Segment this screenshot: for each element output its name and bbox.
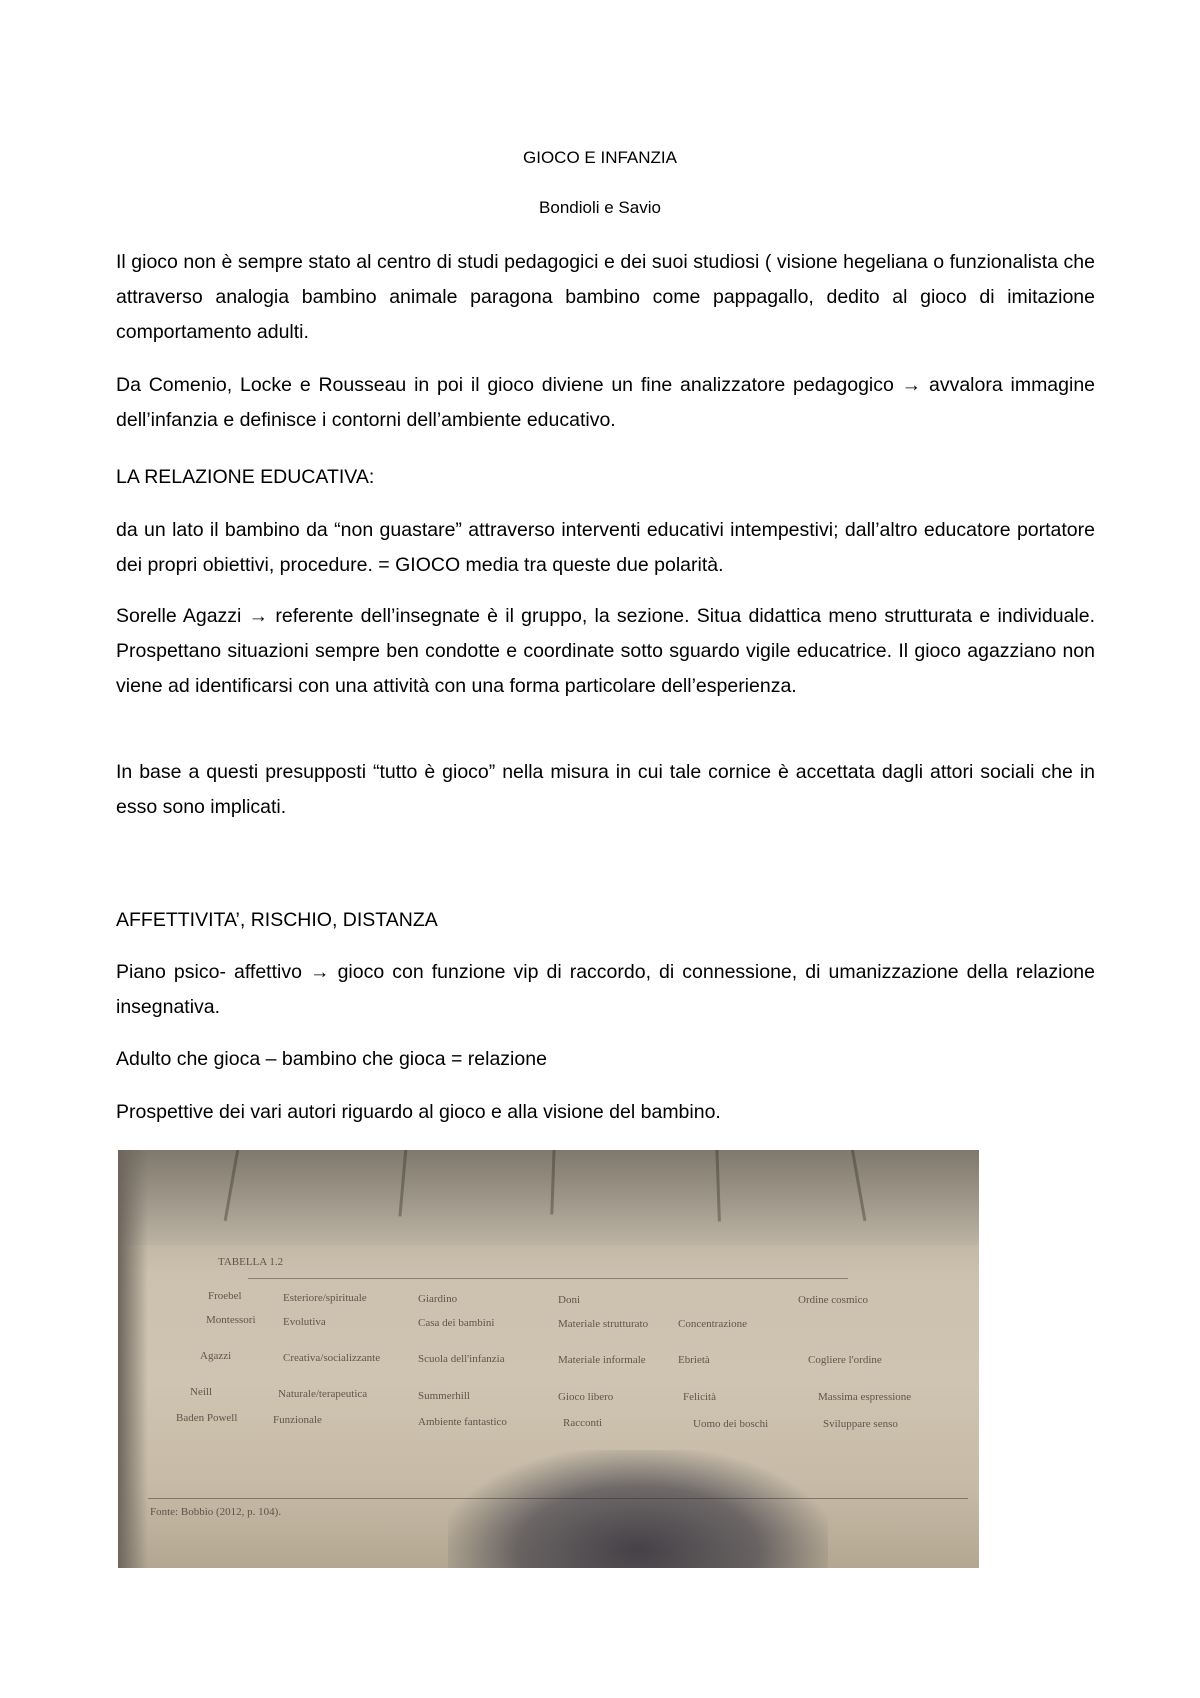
paragraph-agazzi bbox=[116, 599, 1095, 704]
table-source: Fonte: Bobbio (2012, p. 104). bbox=[150, 1506, 282, 1518]
table-cell: Concentrazione bbox=[678, 1318, 748, 1330]
table-caption: TABELLA 1.2 bbox=[218, 1256, 284, 1268]
table-cell: Ambiente fantastico bbox=[418, 1416, 507, 1428]
paragraph-comenio-part2: avvalora immagine dell’infanzia e definisce i contorni dell’ambiente educativo. bbox=[116, 374, 1096, 431]
book-table-photo bbox=[118, 1150, 979, 1568]
document-title: GIOCO E INFANZIA bbox=[523, 148, 677, 167]
table-cell: Massima espressione bbox=[818, 1391, 912, 1403]
arrow-icon: → bbox=[248, 605, 269, 627]
table-cell: Ebrietà bbox=[678, 1354, 710, 1366]
table-cell: Casa dei bambini bbox=[418, 1317, 495, 1329]
paragraph-agazzi-part2: referente dell’insegnate è il gruppo, la sezione. Situa didattica meno strutturata e individuale. Prospettano situazioni sempre ben condotte e coordinate sotto sguardo vigile educatrice. Il gioco agazziano non viene ad identificarsi con una attività con una forma particolare dell’esperienza. bbox=[116, 605, 1096, 697]
table-cell: Scuola dell'infanzia bbox=[418, 1353, 505, 1365]
photo-shadow bbox=[448, 1450, 828, 1568]
table-cell: Baden Powell bbox=[176, 1412, 238, 1424]
table-cell: Gioco libero bbox=[558, 1391, 614, 1403]
photo-edge-shadow bbox=[118, 1150, 148, 1568]
table-cell: Summerhill bbox=[418, 1390, 470, 1402]
paragraph-adulto-bambino: Adulto che gioca – bambino che gioca = relazione bbox=[116, 1048, 547, 1070]
table-cell: Materiale strutturato bbox=[558, 1318, 649, 1330]
table-cell: Uomo dei boschi bbox=[693, 1418, 769, 1430]
paragraph-comenio-part1: Da Comenio, Locke e Rousseau in poi il gioco diviene un fine analizzatore pedagogico bbox=[116, 374, 894, 396]
table-cell: Giardino bbox=[418, 1293, 458, 1305]
table-cell: Esteriore/spirituale bbox=[283, 1292, 367, 1304]
table-cell: Naturale/terapeutica bbox=[278, 1388, 368, 1400]
table-cell: Ordine cosmico bbox=[798, 1294, 868, 1306]
table-cell: Felicità bbox=[683, 1391, 716, 1403]
table-cell: Froebel bbox=[208, 1290, 242, 1302]
table-cell: Cogliere l'ordine bbox=[808, 1354, 882, 1366]
paragraph-intro: Il gioco non è sempre stato al centro di studi pedagogici e dei suoi studiosi ( visione hegeliana o funzionalista che attraverso analogia bambino animale paragona bambino come pappagallo, dedito al gioco di imitazione comportamento adulti. bbox=[116, 251, 1095, 343]
table-cell: Montessori bbox=[206, 1314, 256, 1326]
paragraph-comenio bbox=[116, 368, 1095, 438]
heading-relazione-educativa: LA RELAZIONE EDUCATIVA: bbox=[116, 466, 375, 488]
paragraph-prospettive: Prospettive dei vari autori riguardo al gioco e alla visione del bambino. bbox=[116, 1101, 721, 1123]
table-cell: Creativa/socializzante bbox=[283, 1352, 381, 1364]
table-cell: Materiale informale bbox=[558, 1354, 646, 1366]
paragraph-relazione: da un lato il bambino da “non guastare” attraverso interventi educativi intempestivi; dall’altro educatore portatore dei propri obiettivi, procedure. = GIOCO media tra queste due polarità. bbox=[116, 519, 1095, 576]
table-cell: Agazzi bbox=[200, 1350, 232, 1362]
paragraph-psico-affettivo bbox=[116, 955, 1095, 1025]
table-cell: Racconti bbox=[563, 1417, 603, 1429]
table-cell: Funzionale bbox=[273, 1414, 322, 1426]
table-cell: Doni bbox=[558, 1294, 580, 1306]
paragraph-psico-part2: gioco con funzione vip di raccordo, di connessione, di umanizzazione della relazione insegnativa. bbox=[116, 961, 1095, 1018]
table-cell: Neill bbox=[190, 1386, 212, 1398]
arrow-icon: → bbox=[901, 374, 922, 396]
heading-affettivita: AFFETTIVITA’, RISCHIO, DISTANZA bbox=[116, 909, 438, 931]
document-authors: Bondioli e Savio bbox=[539, 198, 661, 217]
book-pages-top bbox=[118, 1150, 979, 1245]
paragraph-agazzi-part1: Sorelle Agazzi bbox=[116, 605, 242, 627]
paragraph-tutto-gioco: In base a questi presupposti “tutto è gioco” nella misura in cui tale cornice è accettata dagli attori sociali che in esso sono implicati. bbox=[116, 761, 1095, 818]
paragraph-psico-part1: Piano psico- affettivo bbox=[116, 961, 302, 983]
table-cell: Sviluppare senso bbox=[823, 1418, 898, 1430]
arrow-icon: → bbox=[310, 961, 330, 983]
table-cell: Evolutiva bbox=[283, 1316, 326, 1328]
